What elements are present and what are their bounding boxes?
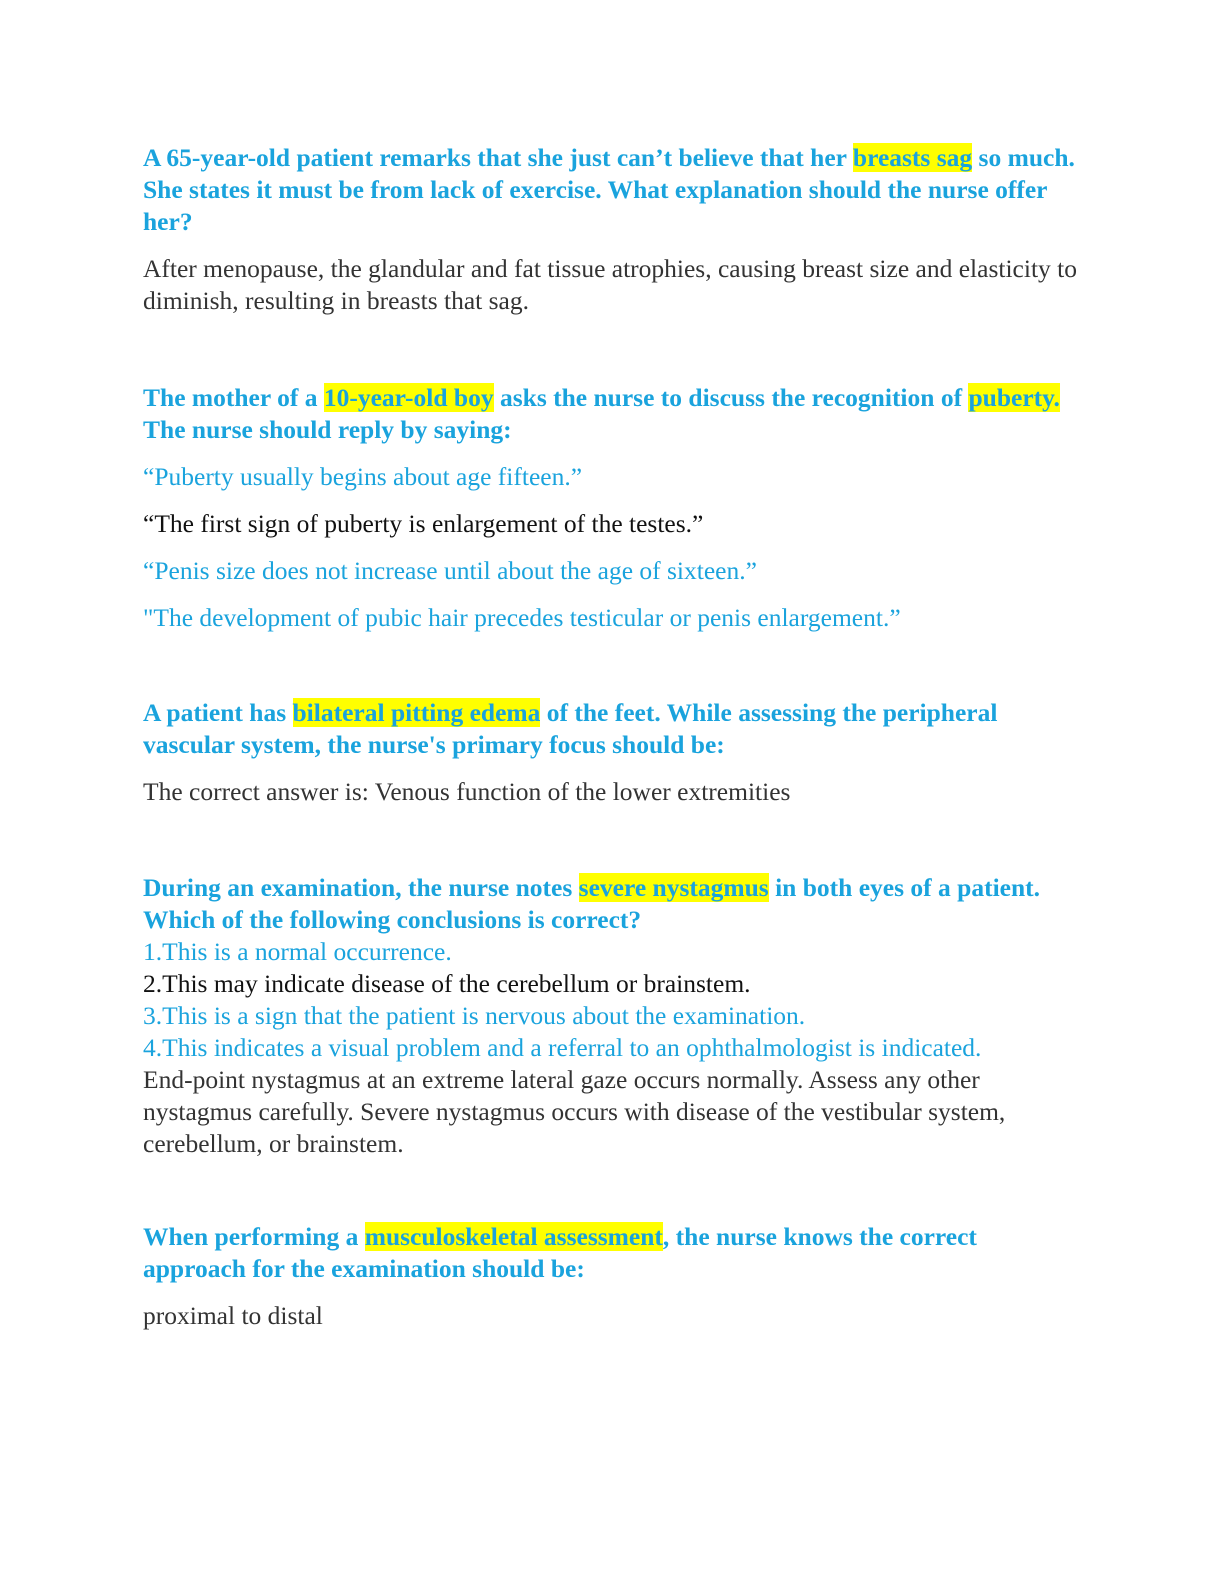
- question-block-1: [143, 142, 1078, 317]
- question-2-text: [143, 382, 1078, 446]
- question-2-post: The nurse should reply by saying:: [143, 415, 512, 444]
- question-block-4: [143, 872, 1078, 1160]
- question-4-pre: During an examination, the nurse notes: [143, 873, 579, 902]
- question-4-highlight: severe nystagmus: [578, 873, 769, 902]
- option-2-1: “Puberty usually begins about age fifteen.”: [143, 462, 583, 491]
- question-1-text: [143, 142, 1078, 238]
- question-2-highlight-2: puberty.: [968, 383, 1060, 412]
- question-3-post: of the feet. While assessing the peripheral vascular system, the nurse's primary focus should be:: [143, 698, 998, 759]
- answer-3: The correct answer is: Venous function of the lower extremities: [143, 777, 791, 806]
- option-4-4: 4.This indicates a visual problem and a referral to an ophthalmologist is indicated.: [143, 1033, 982, 1062]
- question-3-pre: A patient has: [143, 698, 293, 727]
- question-5-post: , the nurse knows the correct approach for the examination should be:: [143, 1222, 977, 1283]
- option-2-3: “Penis size does not increase until about the age of sixteen.”: [143, 556, 757, 585]
- question-block-2: [143, 382, 1078, 634]
- answer-4: End-point nystagmus at an extreme lateral gaze occurs normally. Assess any other nystagmus carefully. Severe nystagmus occurs with disease of the vestibular system, cerebellum, or brainstem.: [143, 1065, 1006, 1158]
- option-4-1: 1.This is a normal occurrence.: [143, 937, 452, 966]
- question-4-post: in both eyes of a patient. Which of the following conclusions is correct?: [143, 873, 1041, 934]
- answer-1: After menopause, the glandular and fat tissue atrophies, causing breast size and elasticity to diminish, resulting in breasts that sag.: [143, 254, 1077, 315]
- answer-5: proximal to distal: [143, 1301, 323, 1330]
- question-block-3: [143, 697, 1078, 808]
- question-5-highlight: musculoskeletal assessment: [364, 1222, 663, 1251]
- question-1-highlight: breasts sag: [852, 143, 973, 172]
- question-1-post: so much. She states it must be from lack of exercise. What explanation should the nurse offer her?: [143, 143, 1075, 236]
- question-2-mid: asks the nurse to discuss the recognition of: [493, 383, 969, 412]
- option-2-2: “The first sign of puberty is enlargement of the testes.”: [143, 509, 704, 538]
- question-2-pre: The mother of a: [143, 383, 324, 412]
- question-5-text: [143, 1221, 1078, 1285]
- question-1-pre: A 65-year-old patient remarks that she just can’t believe that her: [143, 143, 853, 172]
- question-block-5: [143, 1221, 1078, 1332]
- option-4-2: 2.This may indicate disease of the cerebellum or brainstem.: [143, 969, 751, 998]
- question-2-highlight: 10-year-old boy: [323, 383, 494, 412]
- question-3-text: [143, 697, 1078, 761]
- option-2-4: "The development of pubic hair precedes testicular or penis enlargement.”: [143, 603, 901, 632]
- question-5-pre: When performing a: [143, 1222, 365, 1251]
- question-3-highlight: bilateral pitting edema: [292, 698, 541, 727]
- question-4-text: [143, 872, 1078, 936]
- option-4-3: 3.This is a sign that the patient is nervous about the examination.: [143, 1001, 806, 1030]
